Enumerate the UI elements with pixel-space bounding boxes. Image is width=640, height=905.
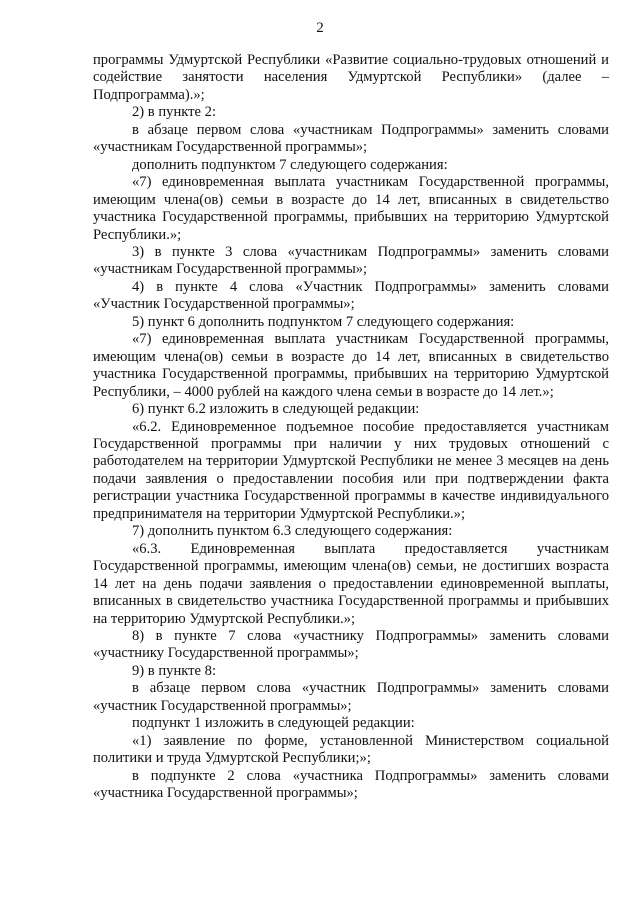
document-paragraph: 4) в пункте 4 слова «Участник Подпрограммы» заменить словами «Участник Государственной программы»;: [93, 278, 609, 313]
document-paragraph: 8) в пункте 7 слова «участнику Подпрограммы» заменить словами «участнику Государственной программы»;: [93, 627, 609, 662]
document-paragraph: дополнить подпунктом 7 следующего содержания:: [132, 156, 448, 173]
document-paragraph: 3) в пункте 3 слова «участникам Подпрограммы» заменить словами «участникам Государственной программы»;: [93, 243, 609, 278]
document-paragraph: «7) единовременная выплата участникам Государственной программы, имеющим члена(ов) семьи в возрасте до 14 лет, вписанных в свидетельство участника Государственной программы, прибывших на территорию Удмуртской Республики, – 4000 рублей на каждого члена семьи в возрасте до 14 лет.»;: [93, 331, 609, 400]
document-paragraph: в абзаце первом слова «участникам Подпрограммы» заменить словами «участникам Государственной программы»;: [93, 121, 609, 156]
document-paragraph: 6) пункт 6.2 изложить в следующей редакции:: [132, 401, 420, 418]
document-paragraph: программы Удмуртской Республики «Развитие социально-трудовых отношений и содействие занятости населения Удмуртской Республики» (далее – Подпрограмма).»;: [93, 52, 609, 103]
document-paragraph: «1) заявление по форме, установленной Министерством социальной политики и труда Удмуртской Республики;»;: [93, 732, 609, 767]
document-paragraph: «7) единовременная выплата участникам Государственной программы, имеющим члена(ов) семьи в возрасте до 14 лет, вписанных в свидетельство участника Государственной программы, прибывших на территорию Удмуртской Республики.»;: [93, 174, 609, 243]
document-paragraph: 2) в пункте 2:: [132, 104, 217, 121]
document-paragraph: «6.3. Единовременная выплата предоставляется участникам Государственной программы, имеющим члена(ов) семьи, не достигших возраста 14 лет на день подачи заявления о предоставлении единовременной выплаты, вписанных в свидетельство участника Государственной программы и прибывших на территорию Удмуртской Республики.»;: [93, 540, 609, 627]
document-paragraph: 9) в пункте 8:: [132, 662, 217, 679]
document-paragraph: в подпункте 2 слова «участника Подпрограммы» заменить словами «участника Государственной программы»;: [93, 767, 609, 802]
document-body: [93, 52, 609, 802]
page-number: 2: [316, 20, 324, 36]
document-paragraph: «6.2. Единовременное подъемное пособие предоставляется участникам Государственной программы при наличии у них трудовых отношений с работодателем на территории Удмуртской Республики не менее 3 месяцев на день подачи заявления о предоставлении пособия или при подтверждении факта регистрации участника Государственной программы в качестве индивидуального предпринимателя на территории Удмуртской Республики.»;: [93, 418, 609, 522]
document-paragraph: в абзаце первом слова «участник Подпрограммы» заменить словами «участник Государственной программы»;: [93, 680, 609, 714]
document-paragraph: 7) дополнить пунктом 6.3 следующего содержания:: [132, 523, 453, 540]
document-paragraph: подпункт 1 изложить в следующей редакции:: [132, 715, 415, 732]
document-paragraph: 5) пункт 6 дополнить подпунктом 7 следующего содержания:: [132, 313, 515, 330]
